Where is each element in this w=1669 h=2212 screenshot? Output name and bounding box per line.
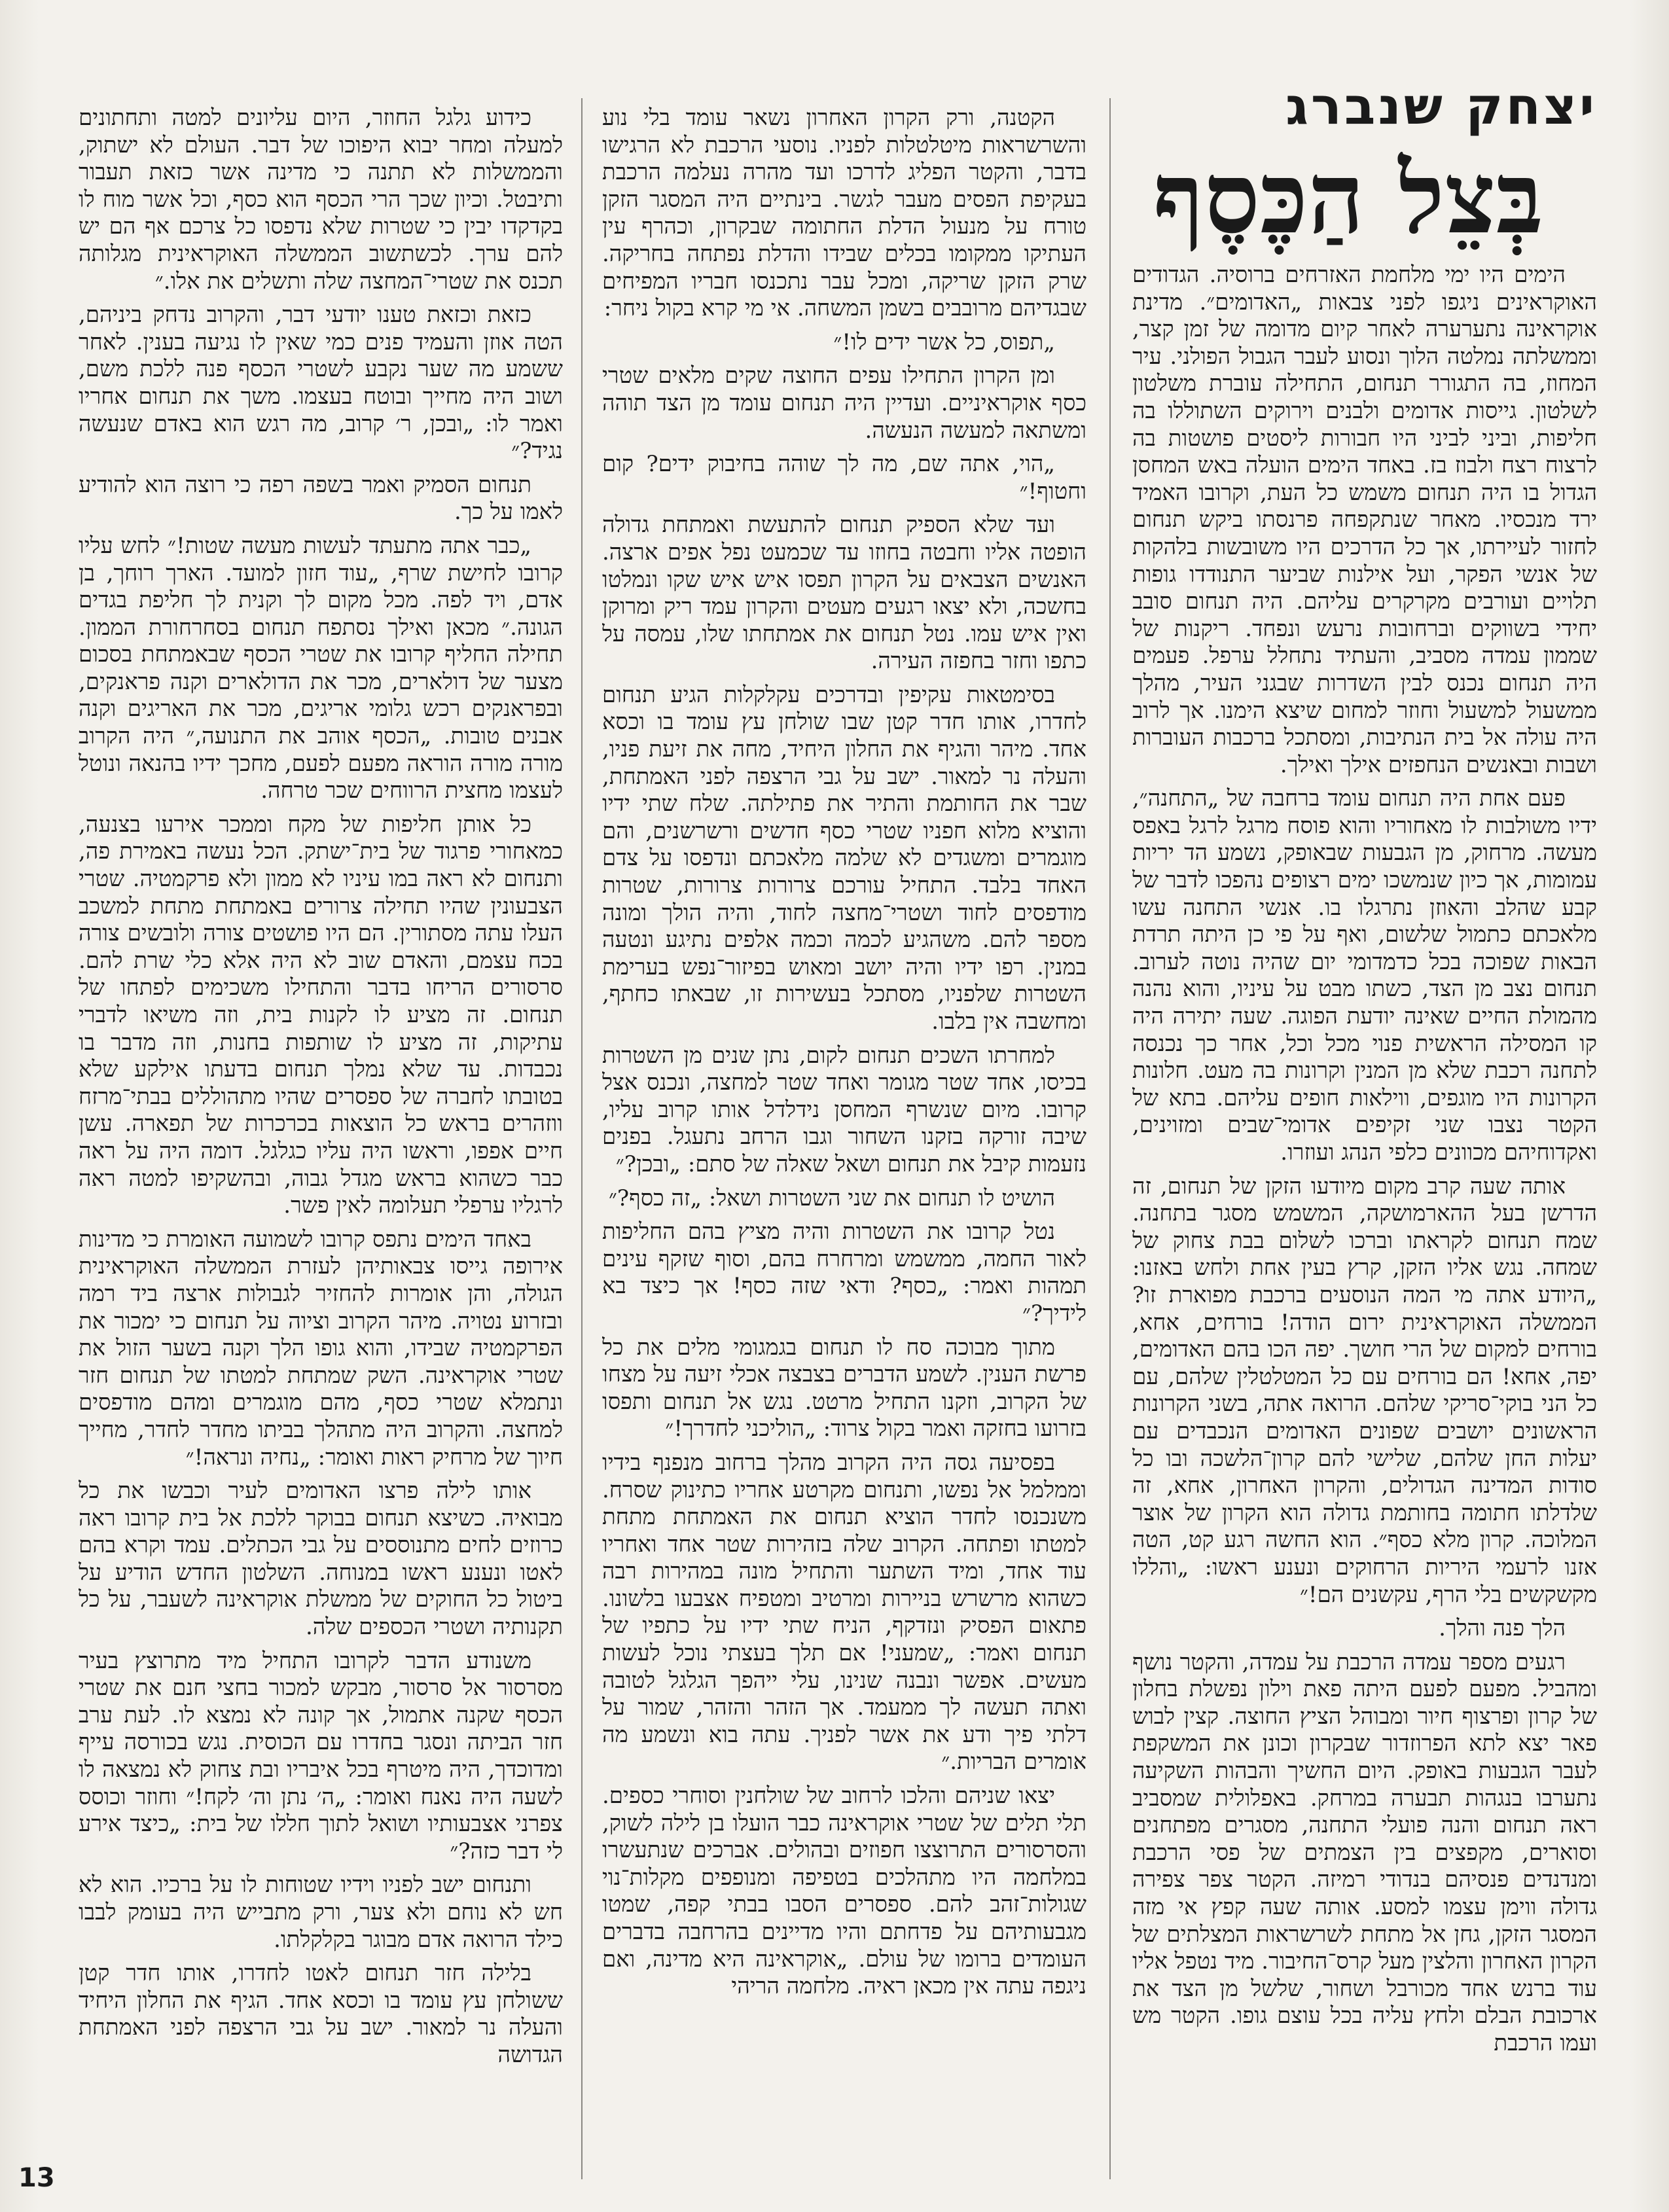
paragraph: מתוך מבוכה סח לו תנחום בגמגומי מלים את כל פרשת הענין. לשמע הדברים בצבצה אכלי זיעה על מצחו של הקרוב, וזקנו התחיל מרטט. נגש אל תנחום ותפסו בזרועו בחזקה ואמר בקול צרוד: „הוליכני לחדרך!״	[602, 1334, 1086, 1442]
paragraph: בלילה חזר תנחום לאטו לחדרו, אותו חדר קטן ששולחן עץ עומד בו וכסא אחד. הגיף את החלון היחיד והעלה נר למאור. ישב על גבי הרצפה לפני האמתחת הגדושה	[79, 1960, 563, 2068]
text-column-middle	[602, 105, 1086, 2179]
paragraph: בסימטאות עקיפין ובדרכים עקלקלות הגיע תנחום לחדרו, אותו חדר קטן שבו שולחן עץ עומד בו וכסא אחד. מיהר והגיף את החלון היחיד, מחה את זיעת פניו, והעלה נר למאור. ישב על גבי הרצפה לפני האמתחת, שבר את החותמת והתיר את פתילתה. שלח שתי ידיו והוציא מלוא חפניו שטרי כסף חדשים ורשרשנים, והם מוגמרים ומשגדים לא שלמה מלאכתם ונדפסו על צדם האחד בלבד. התחיל עורכם צרורות צרורות, שטרות מודפסים לחוד ושטרי־מחצה לחוד, והיה הולך ומונה מספר להם. משהגיע לכמה וכמה אלפים נתיגע ונטעה במנין. רפו ידיו והיה יושב ומאוש בפיזור־נפש בערימת השטרות שלפניו, מסתכל בעשירות זו, שבאתו כחתף, ומחשבה אין בלבו.	[602, 681, 1086, 1035]
paragraph: כזאת וכזאת טענו יודעי דבר, והקרוב נדחק ביניהם, הטה אוזן והעמיד פנים כמי שאין לו נגיעה בענין. לאחר ששמע מה שער נקבע לשטרי הכסף פנה ללכת משם, ושוב היה מחייך ובוטח בעצמו. משך את תנחום אחריו ואמר לו: „ובכן, ר׳ קרוב, מה רגש הוא באדם שנעשה נגיד?״	[79, 302, 563, 465]
paragraph: אותה שעה קרב מקום מיודעו הזקן של תנחום, זה הדרשן בעל ההארמושקה, המשמש מסגר בתחנה. שמח תנחום לקראתו וברכו לשלום בבת צחוק של שמחה. נגש אליו הזקן, קרץ בעין אחת ולחש באזנו: „היודע אתה מי המה הנוסעים ברכבת מפוארת זו? הממשלה האוקראינית ירום הודה! בורחים, אחא, בורחים למקום של הרי חושך. יפה הכו בהם האדומים, יפה, אחא! הם בורחים עם כל המטלטלין שלהם, עם כל הני בוקי־סריקי שלהם. הרואה אתה, בשני הקרונות הראשונים יושבים שפונים האדומים הנכבדים עם יעלות החן שלהם, שלישי להם קרון־הלשכה ובו כל סודות המדינה הגדולים, והקרון האחרון, אחא, זה שלדלתו חתומה בחותמת גדולה הוא הקרון של אוצר המלוכה. קרון מלא כסף״. הוא החשה רגע קט, הטה אזנו לרעמי היריות הרחוקים ונענע ראשו: „והללו מקשקשים בלי הרף, עקשנים הם!״	[1132, 1173, 1597, 1608]
paragraph: הושיט לו תנחום את שני השטרות ושאל: „זה כסף?״	[608, 1185, 1055, 1211]
column-divider	[581, 98, 583, 2179]
paragraph: בפסיעה גסה היה הקרוב מהלך ברחוב מנפנף בידיו וממלמל אל נפשו, ותנחום מקרטע אחריו כתינוק שסרח. משנכנסו לחדר הוציא תנחום את האמתחת מתחת למטתו ופתחה. הקרוב שלה בזהירות שטר אחד ואחריו עוד אחד, ומיד השתער והתחיל מונה במהירות רבה כשהוא מרשרש בניירות ומרטיב ומטפיח אצבעו בלשונו. פתאום הפסיק ונזדקף, הניח שתי ידיו על כתפיו של תנחום ואמר: „שמעני! אם תלך בעצתי נוכל לעשות מעשים. אפשר ונבנה שנינו, עלי ייהפך הגלגל לטובה ואתה תעשה לך ממעמד. אך הזהר והזהר, שמור על דלתי פיך ודע את אשר לפניך. עתה בוא ונשמע מה אומרים הבריות.״	[602, 1449, 1086, 1775]
column-divider	[1109, 98, 1111, 2179]
paragraph: „תפוס, כל אשר ידים לו!״	[833, 329, 1055, 355]
paragraph: תנחום הסמיק ואמר בשפה רפה כי רוצה הוא להודיע לאמו על כך.	[79, 471, 563, 526]
paragraph: הלך פנה והלך.	[1439, 1615, 1566, 1642]
paragraph: פעם אחת היה תנחום עומד ברחבה של „התחנה״, ידיו משולבות לו מאחוריו והוא פוסח מרגל לרגל באפס מעשה. מרחוק, מן הגבעות שבאופק, נשמע הד יריות עמומות, אך כיון שנמשכו ימים רצופים נהפכו לדבר של קבע שהלב והאוזן נתרגלו בו. אנשי התחנה עשו מלאכתם כתמול שלשום, ואף על פי כן היתה תרדת הבאות שפוכה בכל כדמדומי יום שהיה נוטה לערוב. תנחום נצב מן הצד, כשתו מבט על עיניו, והוא נהנה מהמולת החיים שאינה יודעת הפוגה. שעה יתירה היה קו המסילה הראשית פנוי מכל וכל, אחר כך נכנסה לתחנה רכבת שלא מן המנין וקרונות בה מעט. חלונות הקרונות היו מוגפים, ווילאות חופים עליהם. בתא של הקטר נצבו שני זקיפים אדומי־שבים ומזוינים, ואקדוחיהם מכוונים כלפי הנהג ועוזרו.	[1132, 785, 1597, 1166]
paragraph: יצאו שניהם והלכו לרחוב של שולחנין וסוחרי כספים. תלי תלים של שטרי אוקראינה כבר הועלו בן לילה לשוק, והסרסורים התרוצצו חפוזים ובהולים. אברכים שנתעשרו במלחמה היו מתהלכים בטפיפה ומנופפים מקלות־נוי שגולות־זהב להם. ספסרים הסבו בבתי קפה, שמטו מגבעותיהם על פדחתם והיו מדיינים בהרחבה בדברים העומדים ברומו של עולם. „אוקראינה היא מדינה, ואם ניגפה עתה אין מכאן ראיה. מלחמה הריהי	[602, 1783, 1086, 2000]
page-number: 13	[18, 2163, 55, 2193]
paragraph: הימים היו ימי מלחמת האזרחים ברוסיה. הגדודים האוקראינים ניגפו לפני צבאות „האדומים״. מדינת אוקראינה נתערערה לאחר קיום מדומה של זמן קצר, וממשלתה נמלטה הלוך ונסוע לעבר הגבול הפולני. עיר המחוז, בה התגורר תנחום, התחילה עוברת משלטון לשלטון. גייסות אדומים ולבנים וירוקים השתוללו בה חליפות, וביני לביני היו חבורות ליסטים פושטות בה לרצוח רצח ולבוז בז. באחד הימים הועלה באש המחסן הגדול בו היה תנחום משמש כל העת, וקרובו האמיד ירד מנכסיו. מאחר שנתקפחה פרנסתו ביקש תנחום לחזור לעיירתו, אך כל הדרכים היו משובשות בלהקות של אנשי הפקר, ועל אילנות שביער התנודדו גופות תלויים ועורבים מקרקרים עליהם. היה תנחום סובב יחידי בשווקים וברחובות נרעש ונפחד. ריקנות של שממון עמדה מסביב, והעתיד נתחלל ערפל. פעמים היה תנחום נכנס לבין השדרות שבגני העיר, מהלך ממשעול למשעול וחוזר למחום שיצא הימנו. אך לרוב היה עולה אל בית הנתיבות, ומסתכל ברכבות העוברות ושבות ובאנשים הנחפזים אילך ואילך.	[1132, 262, 1597, 778]
paragraph: משנודע הדבר לקרובו התחיל מיד מתרוצץ בעיר מסרסור אל סרסור, מבקש למכור בחצי חנם את שטרי הכסף שקנה אתמול, אך קונה לא נמצא לו. לעת ערב חזר הביתה ונסגר בחדרו עם הכוסית. נגש בכורסה עייף ומדוכדך, היה מיטרף בכל איבריו ובת צחוק לא נמצאה לו לשעה היה נאנח ואומר: „ה׳ נתן וה׳ לקח!״ וחוזר וכוסס צפרני אצבעותיו ושואל לתוך חללו של בית: „כיצד אירע לי דבר כזה?״	[79, 1647, 563, 1864]
paragraph: ומן הקרון התחילו עפים החוצה שקים מלאים שטרי כסף אוקראיניים. ועדיין היה תנחום עומד מן הצד תוהה ומשתאה למעשה הנעשה.	[602, 363, 1086, 444]
paragraph: כל אותן חליפות של מקח וממכר אירעו בצנעה, כמאחורי פרגוד של בית־ישתק. הכל נעשה באמירת פה, ותנחום לא ראה במו עיניו לא ממון ולא פרקמטיה. שטרי הצבעונין שהיו תחילה צרורים באמתחת מתחת למשכב העלו עתה מסתורין. הם היו פושטים צורה ולובשים צורה בכח עצמם, והאדם שוב לא היה אלא כלי שרת להם. סרסורים הריחו בדבר והתחילו משכימים לפתחו של תנחום. זה מציע לו לקנות בית, וזה משיאו לדברי עתיקות, זה מציע לו שותפות בחנות, וזה מדבר בו נכבדות. עד שלא נמלך תנחום בדעתו אילקע שלא בטובתו לחברה של ספסרים שהיו מתהוללים בבתי־מרזח ווזהרים בראש כל הוצאות בכרכרות של תפארה. עשן חיים אפפו, וראשו היה עליו כגלגל. דומה היה על ראה כבר כשהוא בראש מגדל גבוה, ובהשקיפו למטה ראה לרגליו ערפלי תעלומה לאין פשר.	[79, 811, 563, 1219]
paragraph: „כבר אתה מתעתד לעשות מעשה שטות!״ לחש עליו קרובו לחישת שרף, „עוד חזון למועד. הארך רוחך, בן אדם, ויד לפה. מכל מקום לך וקנית לך חליפת בגדים הגונה.״ מכאן ואילך נסתפח תנחום בסחרחורת הממון. תחילה החליף קרובו את שטרי הכסף שבאמתחת בסכום מצער של דולארים, מכר את הדולארים וקנה פראנקים, ובפראנקים רכש גלומי אריגים, מכר את האריגים וקנה אבנים טובות. „הכסף אוהב את התנועה,״ היה הקרוב מורה מורה הוראה מפעם לפעם, מחכך ידיו בהנאה ונוטל לעצמו מחצית הרווחים שכר טרחה.	[79, 532, 563, 804]
paragraph: רגעים מספר עמדה הרכבת על עמדה, והקטר נושף ומהביל. מפעם לפעם היתה פאת וילון נפשלת בחלון של קרון ופרצוף חיור ומבוהל הציץ החוצה. קצין לבוש פאר יצא לתא הפרוזדור שבקרון וכונן את המשקפת לעבר הגבעות באופק. היום החשיך והבהות השקיעה נתערבו בנגהות תבערה במרחק. באפלולית שמסביב ראה תנחום והנה פועלי התחנה, מסגרים מפתחנים וסוארים, מקפצים בין הצמתים של פסי הרכבת ומנדנדים פנסיהם בנדודי רמיזה. הקטר צפר צפירה גדולה ווימן עצמו למסע. אותה שעה קפץ אי מזה המסגר הזקן, גחן אל מתחת לשרשראות המצלתים של הקרון האחרון והלצין מעל קרס־החיבור. מיד נטפל אליו עוד ברנש אחד מכורבל ושחור, שלשל מן הצד את ארכובת הבלם ולחץ עליה בכל עוצם גופו. הקטר מש ועמו הרכבת	[1132, 1649, 1597, 2056]
paragraph: אותו לילה פרצו האדומים לעיר וכבשו את כל מבואיה. כשיצא תנחום בבוקר ללכת אל בית קרובו ראה כרוזים לחים מתנוססים על גבי הכתלים. עמד וקרא בהם לאטו ונענע ראשו במנוחה. השלטון החדש הודיע על ביטול כל החוקים של ממשלת אוקראינה לשעבר, על כל תקנותיה ושטרי הכספים שלה.	[79, 1478, 563, 1641]
text-column-right	[1132, 262, 1597, 2179]
paragraph: ותנחום ישב לפניו וידיו שטוחות לו על ברכיו. הוא לא חש לא נוחם ולא צער, ורק מתבייש היה בעומק לבבו כילד הרואה אדם מבוגר בקלקלתו.	[79, 1872, 563, 1953]
paragraph: ועד שלא הספיק תנחום להתעשת ואמתחת גדולה הופטה אליו וחבטה בחוזו עד שכמעט נפל אפים ארצה. האנשים הצבאים על הקרון תפסו איש איש שקו ונמלטו בחשכה, ולא יצאו רגעים מעטים והקרון עמד ריק ומרוקן ואין איש עמו. נטל תנחום את אמתחתו שלו, עמסה על כתפו וחזר בחפזה העירה.	[602, 512, 1086, 675]
paragraph: באחד הימים נתפס קרובו לשמועה האומרת כי מדינות אירופה גייסו צבאותיהן לעזרת הממשלה האוקראינית הגולה, והן אומרות להחזיר לגבולות ארצה ביד רמה ובזרוע נטויה. מיהר הקרוב וציוה על תנחום כי ימכור את הפרקמטיה שבידו, והוא גופו הלך וקנה בשער הזול את שטרי אוקראינה. השק שמתחת למטתו של תנחום חזר ונתמלא שטרי כסף, מהם מוגמרים ומהם מודפסים למחצה. והקרוב היה מתהלך בביתו מחדר לחדר, מחייך חיוך של מרחיק ראות ואומר: „נחיה ונראה!״	[79, 1226, 563, 1471]
paragraph: „הוי, אתה שם, מה לך שוהה בחיבוק ידים? קום וחטוף!״	[602, 451, 1086, 505]
story-title: בְּצֵל הַכֶּסֶף	[1153, 141, 1543, 256]
paragraph: כידוע גלגל החוזר, היום עליונים למטה ותחתונים למעלה ומחר יבוא היפוכו של דבר. העולם לא ישתוק, והממשלות לא תתנה כי מדינה אשר כזאת תעבור ותיבטל. וכיון שכך הרי הכסף הוא כסף, וכל אשר מוח לו בקדקדו יבין כי שטרות שלא נדפסו כל צרכם אף הם יש להם ערך. לכשתשוב הממשלה האוקראינית מגלותה תכנס את שטרי־המחצה שלה ותשלים את אלו.״	[79, 105, 563, 294]
paragraph: הקטנה, ורק הקרון האחרון נשאר עומד בלי נוע והשרשראות מיטלטלות לפניו. נוסעי הרכבת לא הרגישו בדבר, והקטר הפליג לדרכו ועד מהרה נעלמה הרכבת בעקיפת הפסים מעבר לגשר. בינתיים היה המסגר הזקן טורח על מנעול הדלת החתומה שבקרון, וכהרף עין העתיקו ממקומו בכלים שבידו והדלת נפתחה בחריקה. שרק הזקן שריקה, ומכל עבר נתכנסו חבריו המפיחים שבגדיהם מרובבים בשמן המשחה. אי מי קרא בקול ניחר:	[602, 105, 1086, 322]
text-column-left	[79, 105, 563, 2179]
paragraph: למחרתו השכים תנחום לקום, נתן שנים מן השטרות בכיסו, אחד שטר מגומר ואחד שטר למחצה, ונכנס אצל קרובו. מיום שנשרף המחסן נידלדל אותו קרוב עליו, שיבה זורקה בזקנו השחור וגבו הרחב נתעגל. בפנים נזעמות קיבל את תנחום ושאל שאלה של סתם: „ובכן?״	[602, 1042, 1086, 1177]
paragraph: נטל קרובו את השטרות והיה מציץ בהם החליפות לאור החמה, ממשמש ומרחרח בהם, וסוף שזקף עינים תמהות ואמר: „כסף? ודאי שזה כסף! אך כיצד בא לידיך?״	[602, 1219, 1086, 1327]
author-name: יצחק שנברג	[1285, 77, 1597, 136]
